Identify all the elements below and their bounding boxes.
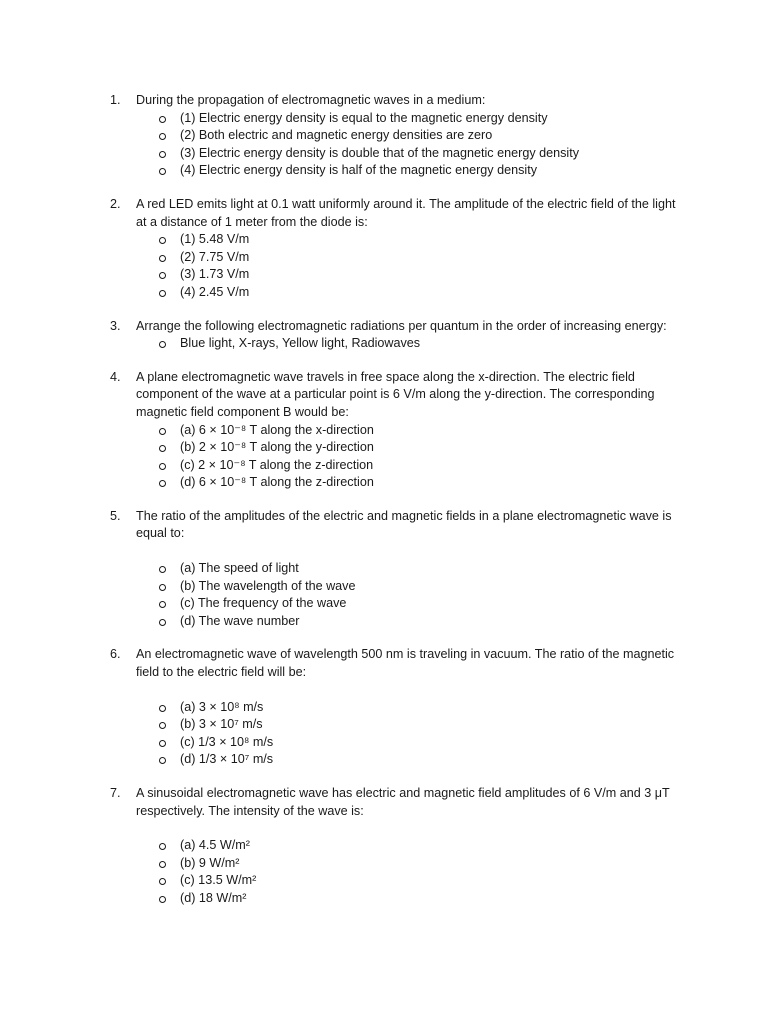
question-text: Arrange the following electromagnetic radiations per quantum in the order of increasing energy: [136,318,667,333]
option-text: (d) 1/3 × 10⁷ m/s [180,752,274,767]
bullet-icon [159,290,166,297]
bullet-icon [159,757,166,764]
option-text: (b) 2 × 10⁻⁸ T along the y-direction [180,440,374,455]
question-5 [110,508,680,631]
question-text: A red LED emits light at 0.1 watt uniformly around it. The amplitude of the electric field of the light at a distance of 1 meter from the diode is: [136,196,676,229]
option-text: (d) 6 × 10⁻⁸ T along the z-direction [180,475,374,490]
option-text: (c) 1/3 × 10⁸ m/s [180,734,274,749]
question-number: 6. [110,647,121,662]
option-item [156,266,680,284]
bullet-icon [159,861,166,868]
option-text: (c) 2 × 10⁻⁸ T along the z-direction [180,457,374,472]
bullet-icon [159,584,166,591]
bullet-icon [159,116,166,123]
option-list [136,699,680,769]
question-2 [110,196,680,302]
option-text: (2) 7.75 V/m [180,249,250,264]
bullet-icon [159,463,166,470]
question-7 [110,785,680,908]
option-list [136,560,680,630]
option-list [136,335,680,353]
option-item [156,613,680,631]
bullet-icon [159,740,166,747]
option-list [136,837,680,907]
question-number: 2. [110,196,121,211]
bullet-icon [159,566,166,573]
question-list [110,92,680,924]
option-text: (a) 3 × 10⁸ m/s [180,699,264,714]
option-text: (3) 1.73 V/m [180,267,250,282]
option-item [156,422,680,440]
bullet-icon [159,843,166,850]
option-item [156,249,680,267]
option-item [156,231,680,249]
option-item [156,284,680,302]
option-text: Blue light, X-rays, Yellow light, Radiowaves [180,336,421,351]
bullet-icon [159,705,166,712]
question-number: 1. [110,93,121,107]
bullet-icon [159,428,166,435]
option-text: (1) 5.48 V/m [180,232,250,247]
question-number: 5. [110,508,121,523]
option-item [156,110,680,128]
option-text: (4) Electric energy density is half of the magnetic energy density [180,163,537,178]
question-text: An electromagnetic wave of wavelength 500 nm is traveling in vacuum. The ratio of the magnetic field to the electric field will be: [136,647,675,680]
option-text: (4) 2.45 V/m [180,284,250,299]
option-item [156,439,680,457]
option-item [156,457,680,475]
option-list [136,422,680,492]
option-item [156,127,680,145]
option-item [156,595,680,613]
option-text: (d) The wave number [180,613,300,628]
bullet-icon [159,722,166,729]
option-text: (c) The frequency of the wave [180,596,347,611]
option-text: (b) The wavelength of the wave [180,578,356,593]
question-6 [110,646,680,769]
bullet-icon [159,272,166,279]
option-text: (d) 18 W/m² [180,890,247,905]
option-item [156,855,680,873]
bullet-icon [159,168,166,175]
option-item [156,751,680,769]
option-text: (b) 3 × 10⁷ m/s [180,717,263,732]
bullet-icon [159,601,166,608]
option-text: (b) 9 W/m² [180,855,240,870]
option-text: (3) Electric energy density is double that of the magnetic energy density [180,145,580,160]
option-text: (a) 4.5 W/m² [180,838,250,853]
option-list [136,110,680,180]
bullet-icon [159,878,166,885]
option-item [156,335,680,353]
question-text: During the propagation of electromagnetic waves in a medium: [136,93,486,107]
option-item [156,890,680,908]
bullet-icon [159,133,166,140]
question-number: 4. [110,369,121,384]
option-item [156,162,680,180]
bullet-icon [159,341,166,348]
option-item [156,578,680,596]
option-item [156,837,680,855]
option-list [136,231,680,301]
question-text: A sinusoidal electromagnetic wave has electric and magnetic field amplitudes of 6 V/m and 3 μT respectively. The intensity of the wave is: [136,786,670,818]
bullet-icon [159,445,166,452]
question-3 [110,318,680,353]
bullet-icon [159,619,166,626]
option-text: (a) The speed of light [180,561,299,576]
question-number: 3. [110,318,121,333]
option-item [156,716,680,734]
question-4 [110,369,680,492]
option-text: (c) 13.5 W/m² [180,873,257,888]
option-text: (1) Electric energy density is equal to the magnetic energy density [180,110,548,125]
bullet-icon [159,896,166,903]
option-item [156,560,680,578]
option-text: (2) Both electric and magnetic energy densities are zero [180,128,493,143]
bullet-icon [159,255,166,262]
option-item [156,734,680,752]
option-item [156,872,680,890]
option-item [156,699,680,717]
question-number: 7. [110,786,121,800]
bullet-icon [159,480,166,487]
option-text: (a) 6 × 10⁻⁸ T along the x-direction [180,422,374,437]
question-text: A plane electromagnetic wave travels in free space along the x-direction. The electric field component of the wave at a particular point is 6 V/m along the y-direction. The corresponding magnetic field component B would be: [136,369,655,419]
option-item [156,145,680,163]
question-1 [110,92,680,180]
question-text: The ratio of the amplitudes of the electric and magnetic fields in a plane electromagnetic wave is equal to: [136,508,672,541]
bullet-icon [159,237,166,244]
option-item [156,474,680,492]
bullet-icon [159,151,166,158]
